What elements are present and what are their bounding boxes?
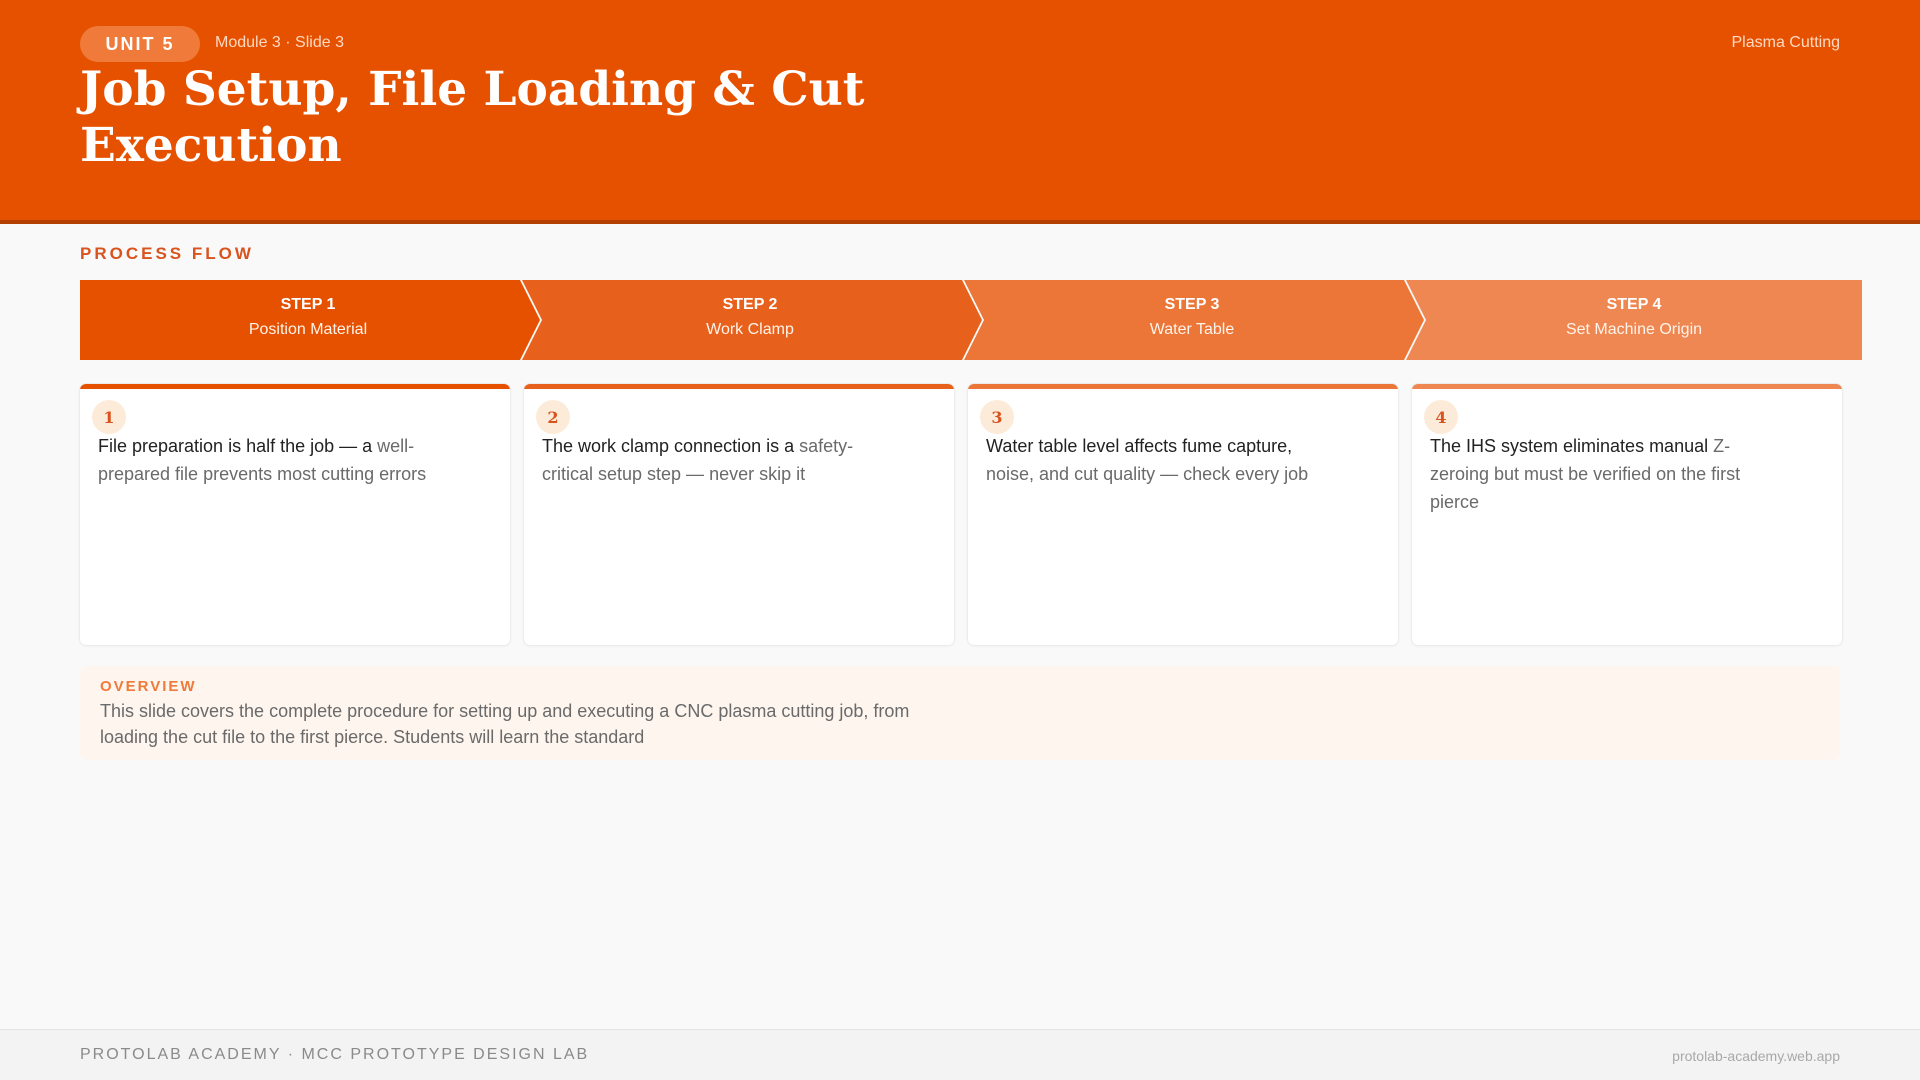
process-flow-arrows bbox=[80, 280, 1862, 360]
step-3-name: Water Table bbox=[1149, 321, 1235, 338]
step-card-2 bbox=[524, 384, 954, 645]
step-card-1 bbox=[80, 384, 510, 645]
step-1-name: Position Material bbox=[248, 321, 368, 338]
overview-panel bbox=[80, 666, 1840, 760]
card-lead: Water table level affects fume capture, bbox=[986, 436, 1293, 456]
card-number-badge: 2 bbox=[536, 400, 570, 434]
card-accent-bar bbox=[1412, 384, 1842, 389]
step-3-label: STEP 3 bbox=[1164, 296, 1220, 313]
page-title: Job Setup, File Loading & Cut Execution bbox=[80, 62, 865, 173]
card-text bbox=[1430, 432, 1760, 516]
card-text bbox=[986, 432, 1316, 488]
unit-badge: UNIT 5 bbox=[80, 26, 200, 62]
header-divider bbox=[0, 220, 1920, 224]
card-lead: The work clamp connection is a bbox=[542, 436, 795, 456]
overview-text: This slide covers the complete procedure for setting up and executing a CNC plasma cutting job, from loading the cut file to the first pierce. Students will learn the standard bbox=[100, 701, 910, 747]
step-card-4 bbox=[1412, 384, 1842, 645]
step-2-label: STEP 2 bbox=[722, 296, 778, 313]
card-text bbox=[542, 432, 872, 488]
step-2-arrow bbox=[522, 280, 982, 360]
card-body: noise, and cut quality — check every job bbox=[986, 464, 1309, 484]
module-slide-label: Module 3 · Slide 3 bbox=[215, 34, 344, 51]
card-accent-bar bbox=[524, 384, 954, 389]
card-text bbox=[98, 432, 428, 488]
step-4-name: Set Machine Origin bbox=[1565, 321, 1703, 338]
overview-label: OVERVIEW bbox=[100, 678, 197, 695]
card-accent-bar bbox=[968, 384, 1398, 389]
footer-url: protolab-academy.web.app bbox=[1672, 1048, 1840, 1064]
step-card-3 bbox=[968, 384, 1398, 645]
process-flow bbox=[80, 280, 1862, 360]
card-lead: File preparation is half the job — a bbox=[98, 436, 373, 456]
card-body: well-prepared file prevents most cutting errors bbox=[98, 436, 427, 484]
card-lead: The IHS system eliminates manual bbox=[1430, 436, 1709, 456]
card-accent-bar bbox=[80, 384, 510, 389]
topic-label: Plasma Cutting bbox=[1731, 34, 1840, 51]
step-4-arrow bbox=[1406, 280, 1862, 360]
card-number-badge: 4 bbox=[1424, 400, 1458, 434]
card-number-badge: 3 bbox=[980, 400, 1014, 434]
process-flow-label: PROCESS FLOW bbox=[80, 244, 254, 263]
card-body: safety-critical setup step — never skip it bbox=[542, 436, 854, 484]
slide-footer bbox=[0, 1029, 1920, 1080]
card-number-badge: 1 bbox=[92, 400, 126, 434]
step-2-name: Work Clamp bbox=[706, 321, 794, 338]
step-4-label: STEP 4 bbox=[1606, 296, 1662, 313]
step-1-label: STEP 1 bbox=[280, 296, 336, 313]
step-1-arrow bbox=[80, 280, 540, 360]
step-3-arrow bbox=[964, 280, 1424, 360]
card-body: Z-zeroing but must be verified on the first pierce bbox=[1430, 436, 1741, 512]
footer-org: PROTOLAB ACADEMY · MCC PROTOTYPE DESIGN LAB bbox=[80, 1046, 590, 1063]
